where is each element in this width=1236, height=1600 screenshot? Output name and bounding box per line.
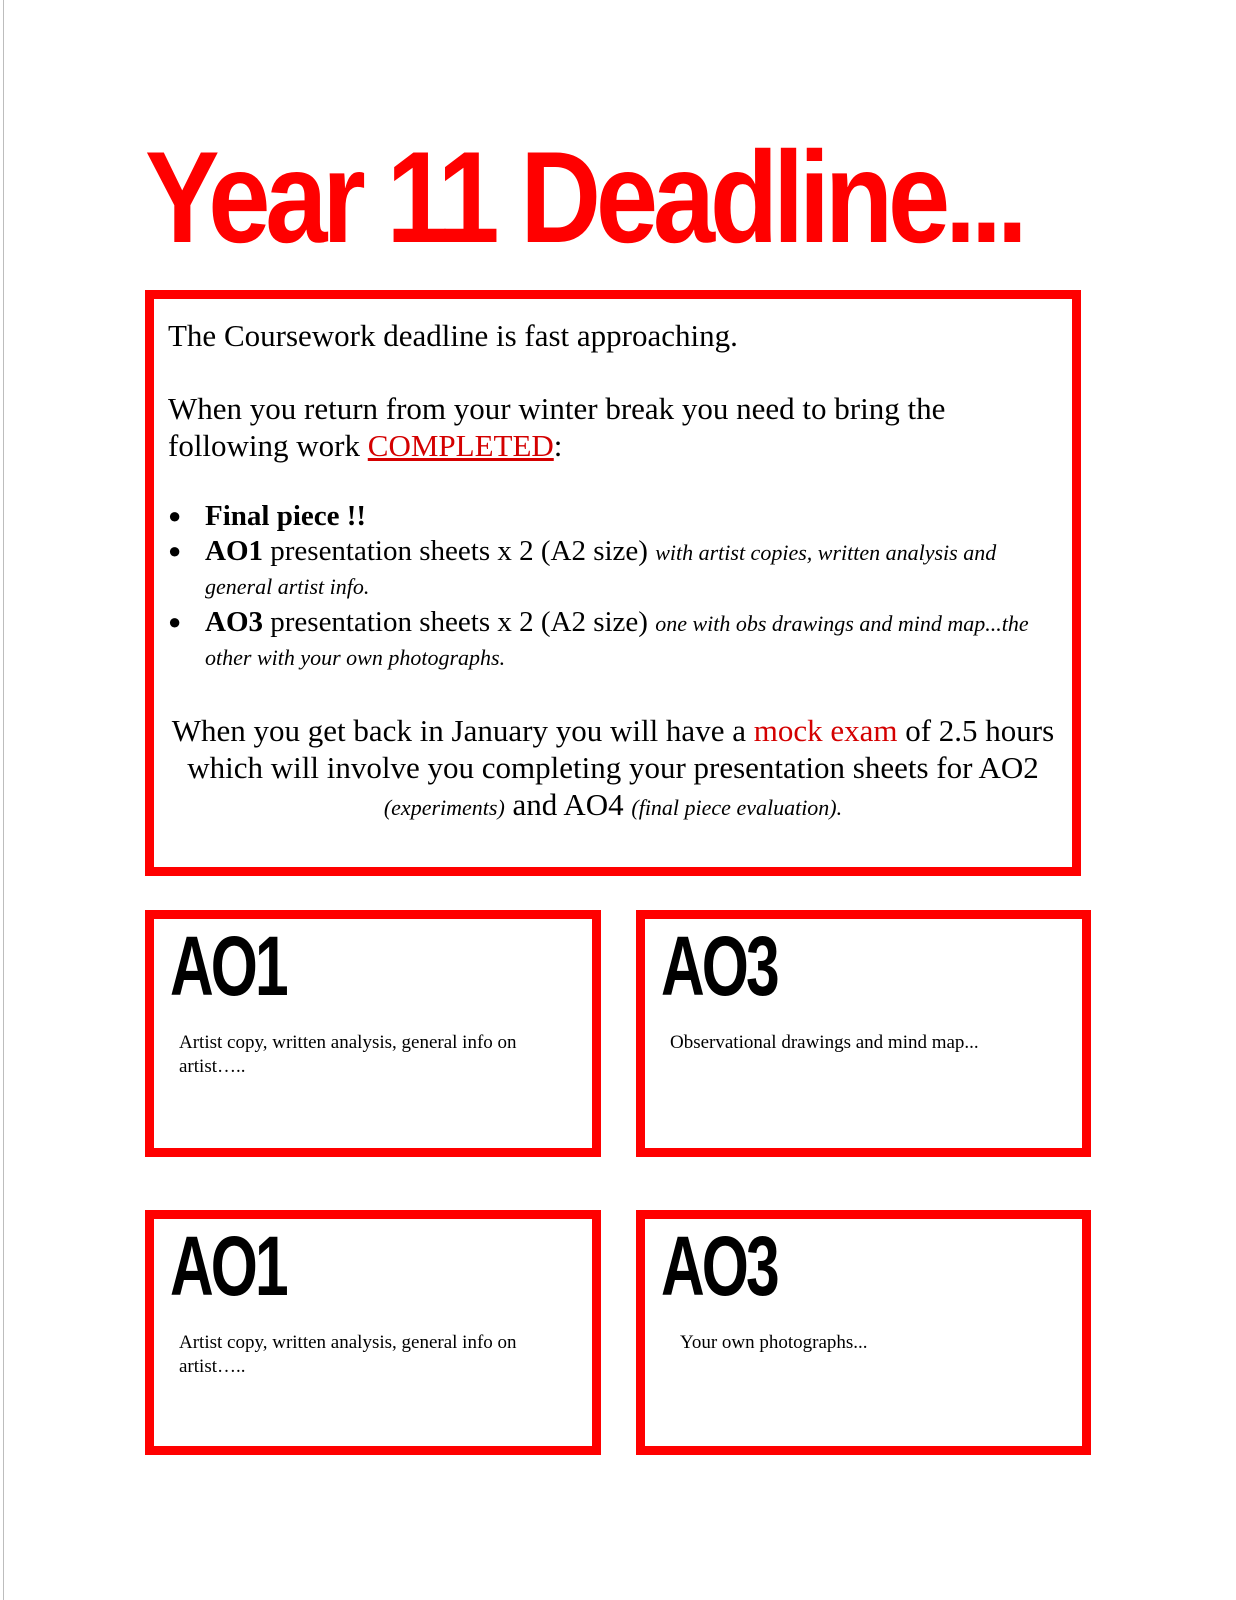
bullet-icon: ● xyxy=(168,609,182,634)
card-ao1-top xyxy=(145,910,601,1157)
page-edge-line xyxy=(3,0,4,1600)
mock-exam-highlight: mock exam xyxy=(753,713,898,748)
instruction-colon: : xyxy=(553,428,563,463)
card-heading: AO1 xyxy=(170,1219,286,1313)
card-heading: AO3 xyxy=(661,1219,777,1313)
list-item-bold: Final piece !! xyxy=(205,500,367,532)
bullet-icon: ● xyxy=(168,503,182,528)
exam-note-evaluation: (final piece evaluation). xyxy=(631,795,843,820)
instruction-line xyxy=(168,390,1058,464)
deadline-notice-box xyxy=(145,290,1081,876)
list-item xyxy=(168,535,1058,603)
exam-text-start: When you get back in January you will have a xyxy=(171,713,754,748)
list-item xyxy=(168,606,1058,674)
list-item-note: with artist copies, written analysis and general artist info. xyxy=(205,540,997,599)
intro-line: The Coursework deadline is fast approaching. xyxy=(168,318,738,353)
required-work-list xyxy=(168,500,1058,674)
list-item-bold: AO3 xyxy=(205,606,263,638)
bullet-icon: ● xyxy=(168,538,182,563)
list-item xyxy=(168,500,1058,532)
exam-text-and: and AO4 xyxy=(504,787,632,822)
card-ao3-bottom xyxy=(636,1210,1091,1455)
card-heading: AO1 xyxy=(170,919,286,1013)
card-text: Artist copy, written analysis, general info on artist….. xyxy=(179,1032,517,1077)
exam-text-middle: of 2.5 hours which will involve you completing your presentation sheets for AO2 xyxy=(187,713,1055,785)
list-item-text: presentation sheets x 2 (A2 size) xyxy=(263,606,656,638)
page-title: Year 11 Deadline... xyxy=(145,124,1023,270)
card-ao3-top xyxy=(636,910,1091,1157)
card-text: Artist copy, written analysis, general info on artist….. xyxy=(179,1332,517,1377)
exam-note-experiments: (experiments) xyxy=(383,795,505,820)
list-item-note: one with obs drawings and mind map...the other with your own photographs. xyxy=(205,611,1029,670)
instruction-text: When you return from your winter break you need to bring the following work xyxy=(168,391,946,463)
card-heading: AO3 xyxy=(661,919,777,1013)
card-text: Observational drawings and mind map... xyxy=(670,1032,979,1053)
completed-highlight: COMPLETED xyxy=(367,428,554,463)
list-item-text: presentation sheets x 2 (A2 size) xyxy=(263,535,656,567)
card-text: Your own photographs... xyxy=(680,1332,868,1353)
card-ao1-bottom xyxy=(145,1210,601,1455)
mock-exam-paragraph xyxy=(168,712,1058,826)
list-item-bold: AO1 xyxy=(205,535,263,567)
